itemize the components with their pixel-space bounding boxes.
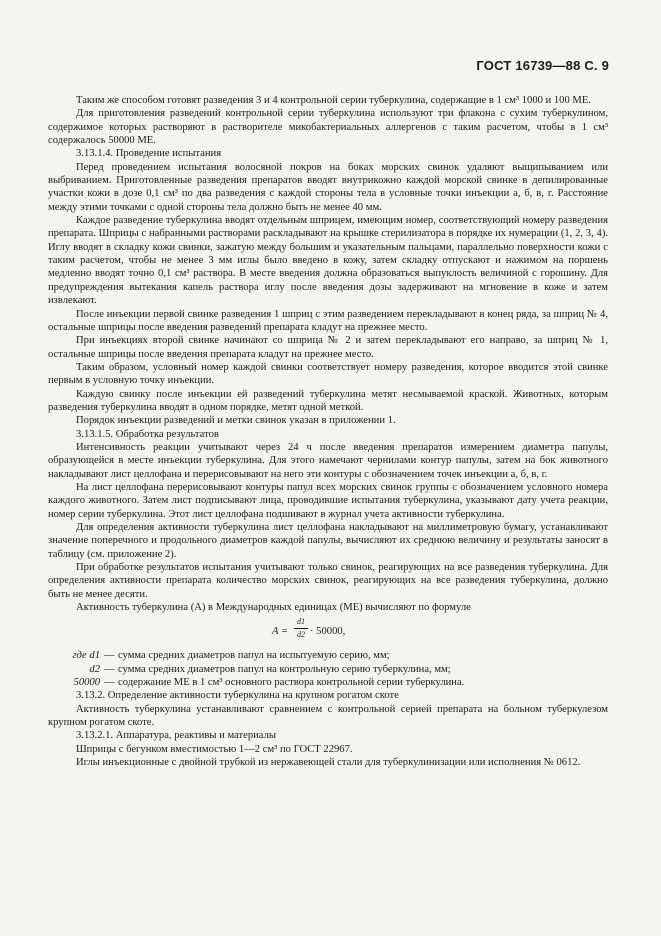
definition-row	[48, 663, 608, 676]
formula-fraction	[294, 617, 308, 640]
paragraph: Для определения активности туберкулина лист целлофана накладывают на миллиметровую бумагу, устанавливают значение поперечного и продольного диаметров каждой папулы, вычисляют их среднюю величину и результаты заносят в таблицу (см. приложение 2).	[48, 522, 608, 560]
paragraph: Для приготовления разведений контрольной серии туберкулина используют три флакона с сухим туберкулином, содержимое которых растворяют в растворителе микобактериальных аллергенов с таким расчетом, чтобы в 1 см³ содержалось 50000 МЕ.	[48, 108, 608, 147]
running-head: ГОСТ 16739—88 С. 9	[476, 58, 609, 73]
paragraph: При инъекциях второй свинке начинают со шприца № 2 и затем перекладывают его направо, за шприц № 1, остальные шприцы после введения препарата кладут на прежнее место.	[48, 335, 608, 360]
paragraph: Каждую свинку после инъекции ей разведений туберкулина метят несмываемой краской. Животных, которым разведения туберкулина вводят в одном порядке, метят одной меткой.	[48, 388, 608, 413]
definition-row	[48, 676, 608, 689]
section-heading: 3.13.2. Определение активности туберкулина на крупном рогатом скоте	[76, 690, 399, 702]
formula-numerator: d1	[297, 617, 305, 627]
definition-symbol: 50000	[73, 677, 100, 689]
formula-lhs: A =	[272, 626, 289, 638]
definition-row	[48, 649, 608, 662]
definition-text: сумма средних диаметров папул на испытуемую серию, мм;	[118, 650, 390, 662]
paragraph: Активность туберкулина устанавливают сравнением с контрольной серией препарата на больном туберкулезом крупном рогатом скоте.	[48, 703, 608, 729]
section-heading: 3.13.2.1. Аппаратура, реактивы и материалы	[76, 730, 277, 742]
paragraph: Активность туберкулина (А) в Международных единицах (МЕ) вычисляют по формуле	[76, 602, 471, 614]
fraction-bar	[294, 628, 308, 629]
definition-dash: —	[104, 650, 115, 662]
section-heading: 3.13.1.5. Обработка результатов	[76, 428, 219, 440]
definition-symbol: d2	[89, 663, 100, 675]
paragraph: На лист целлофана перерисовывают контуры папул всех морских свинок группы с обозначением условного номера каждого животного. Затем лист подписывают лица, проводившие испытания туберкулина, указывают дату учета реакции, номер серии туберкулина. Этот лист целлофана подшивают в журнал учета активности туберкулина.	[48, 481, 608, 520]
formula-definitions	[48, 649, 608, 689]
paragraph: Каждое разведение туберкулина вводят отдельным шприцем, имеющим номер, соответствующий номеру разведения препарата. Шприцы с набранными растворами раскладывают на крышке стерилизатора в порядке их нумерации (1, 2, 3, 4). Иглу вводят в складку кожи свинки, зажатую между большим и указательным пальцами, параллельно поверхности кожи с таким расчетом, чтобы не менее 3 мм иглы было введено в кожу, затем складку отпускают и нажимом на поршень медленно вводят точно 0,1 см³ раствора. В месте введения должна образоваться выпуклость величиной с горошину. Для предупреждения вытекания капель раствора иглу после введения дозы задерживают на мгновение в коже и затем извлекают.	[48, 215, 608, 307]
paragraph: Шприцы с бегунком вместимостью 1—2 см³ по ГОСТ 22967.	[76, 743, 353, 755]
document-body	[48, 94, 608, 770]
paragraph: При обработке результатов испытания учитывают только свинок, реагирующих на все разведения туберкулина. Для определения активности препарата количество морских свинок, реагирующих на все разведения туберкулина, должно быть не менее десяти.	[48, 562, 608, 600]
section-heading: 3.13.1.4. Проведение испытания	[76, 148, 222, 160]
paragraph: Иглы инъекционные с двойной трубкой из нержавеющей стали для туберкулинизации или исполнения № 0612.	[76, 757, 581, 769]
paragraph: Таким же способом готовят разведения 3 и 4 контрольной серии туберкулина, содержащие в 1 см³ 1000 и 100 МЕ.	[76, 95, 591, 106]
definition-dash: —	[104, 677, 115, 689]
paragraph: Таким образом, условный номер каждой свинки соответствует номеру разведения, которое вводится этой свинке первым в условную точку инъекции.	[48, 361, 608, 387]
paragraph: Перед проведением испытания волосяной покров на боках морских свинок удаляют выщипыванием или выбриванием. Приготовленные разведения препаратов вводят внутрикожно каждой морской свинке в депилированные участки кожи в дозе 0,1 см³ по два разведения с каждой стороны тела в условные точки инъекции а, б, в, г. Расстояние между этими точками с одной стороны тела должно быть не менее 40 мм.	[48, 161, 608, 213]
definition-text: сумма средних диаметров папул на контрольную серию туберкулина, мм;	[118, 663, 451, 675]
activity-formula	[48, 616, 608, 648]
formula-denominator: d2	[297, 630, 305, 640]
paragraph: После инъекции первой свинке разведения 1 шприц с этим разведением перекладывают в конец ряда, за шприц № 4, остальные шприцы после введения разведений препарата кладут на прежнее место.	[48, 308, 608, 333]
definition-dash: —	[104, 663, 115, 675]
paragraph-group-a	[48, 94, 608, 614]
definition-symbol: где d1	[72, 650, 100, 662]
paragraph: Интенсивность реакции учитывают через 24 ч после введения препаратов измерением диаметра папулы, образующейся в месте инъекции туберкулина. Для этого намечают чернилами контур папулы, затем на бок животного накладывают лист целлофана и перерисовывают на него эти контуры с обозначением точек инъекции а, б, в, г.	[48, 441, 608, 480]
paragraph: Порядок инъекции разведений и метки свинок указан в приложении 1.	[76, 415, 396, 427]
formula-rhs: · 50000,	[310, 626, 346, 638]
paragraph-group-b	[48, 689, 608, 769]
definition-text: содержание МЕ в 1 см³ основного раствора контрольной серии туберкулина.	[118, 677, 465, 689]
